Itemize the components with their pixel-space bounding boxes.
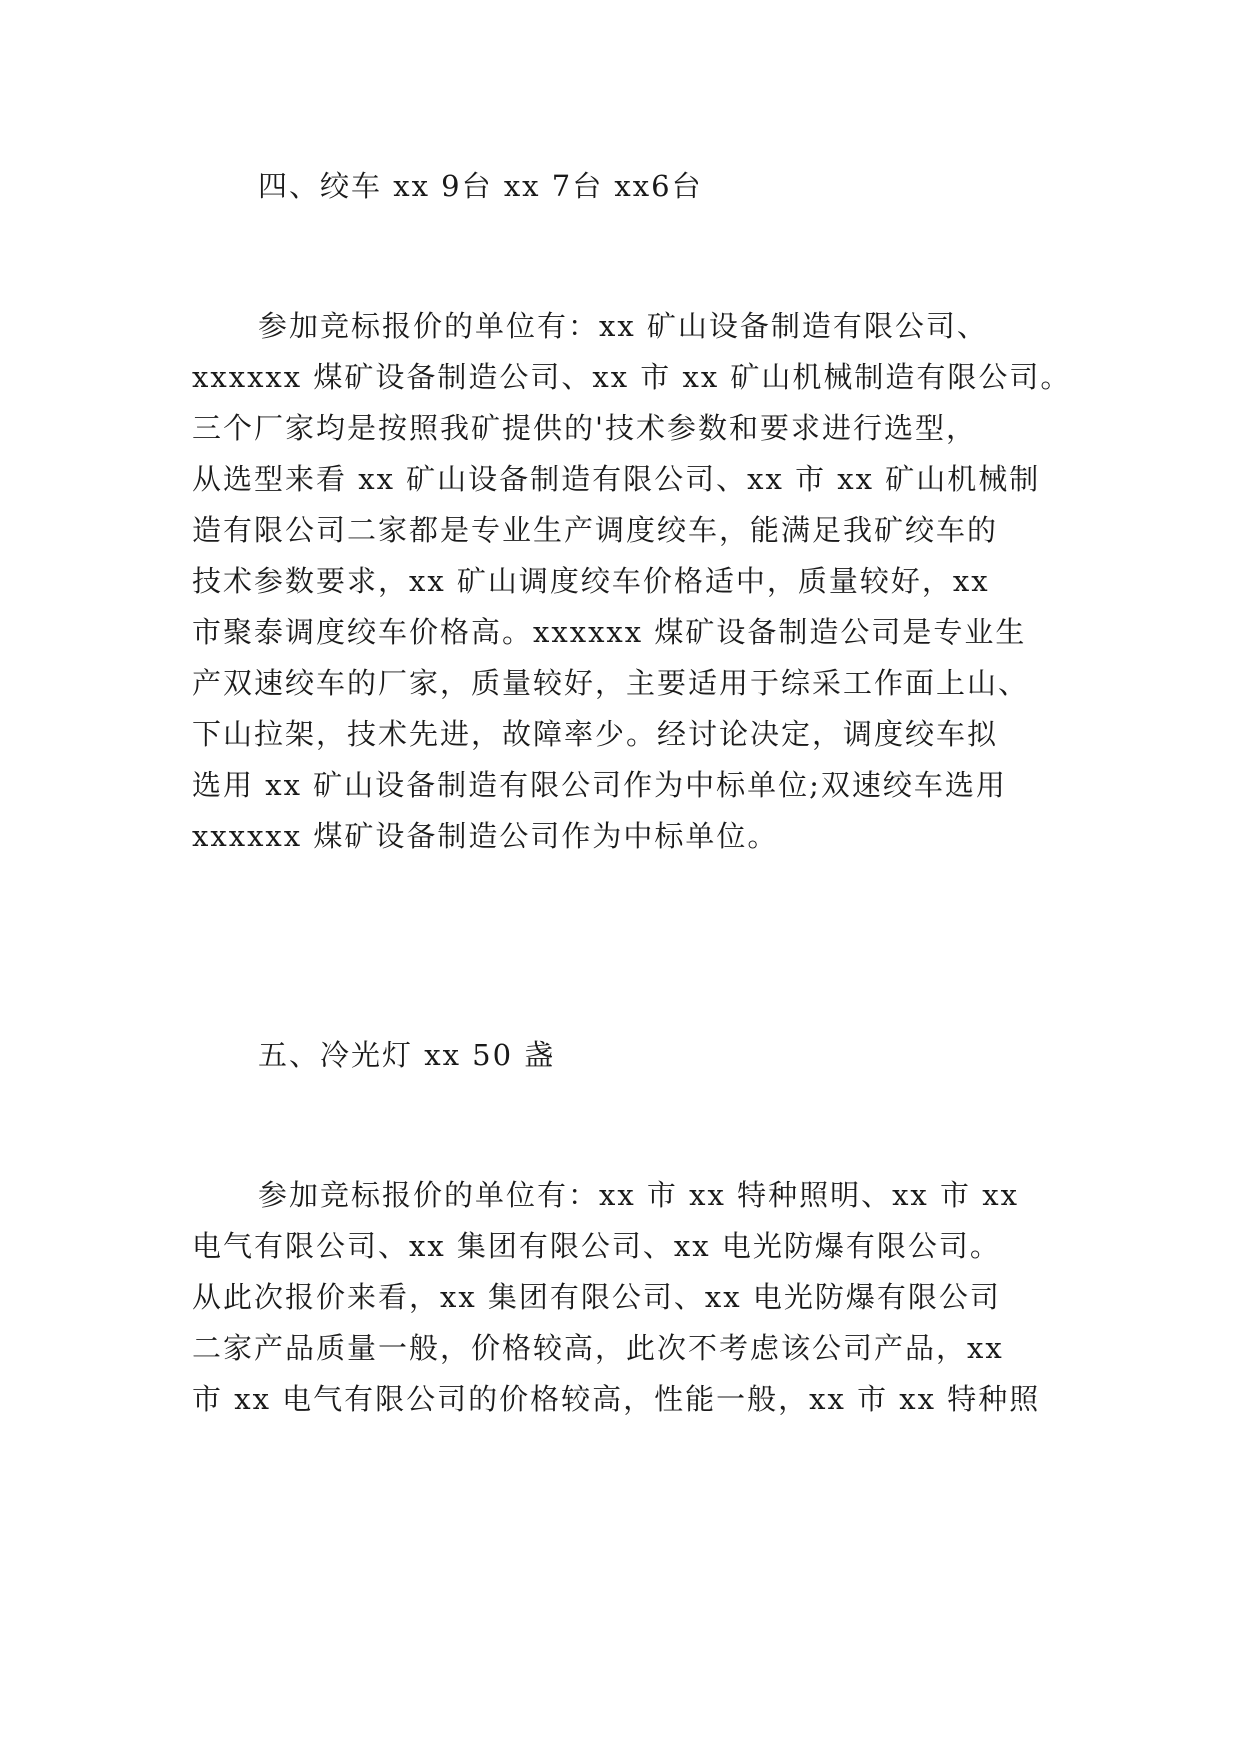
section-4-paragraph-line: 造有限公司二家都是专业生产调度绞车，能满足我矿绞车的 <box>192 513 999 547</box>
section-5-paragraph-line: 二家产品质量一般，价格较高，此次不考虑该公司产品，xx <box>192 1331 1004 1365</box>
section-5-paragraph-line: 从此次报价来看，xx 集团有限公司、xx 电光防爆有限公司 <box>192 1280 1001 1314</box>
section-4-paragraph-line: 从选型来看 xx 矿山设备制造有限公司、xx 市 xx 矿山机械制 <box>192 462 1041 496</box>
section-4-paragraph-line: 三个厂家均是按照我矿提供的'技术参数和要求进行选型， <box>192 411 977 445</box>
section-4-paragraph-line: 参加竞标报价的单位有：xx 矿山设备制造有限公司、 <box>258 309 988 343</box>
section-4-paragraph-line: xxxxxx 煤矿设备制造公司、xx 市 xx 矿山机械制造有限公司。 <box>192 360 1072 394</box>
section-5-paragraph-line: 市 xx 电气有限公司的价格较高，性能一般，xx 市 xx 特种照 <box>192 1382 1041 1416</box>
section-4-paragraph-line: 市聚泰调度绞车价格高。xxxxxx 煤矿设备制造公司是专业生 <box>192 615 1027 649</box>
section-5-paragraph-line: 参加竞标报价的单位有：xx 市 xx 特种照明、xx 市 xx <box>258 1178 1019 1212</box>
section-4-paragraph-line: 技术参数要求，xx 矿山调度绞车价格适中，质量较好，xx <box>192 564 990 598</box>
section-4-paragraph-line: 下山拉架，技术先进，故障率少。经讨论决定，调度绞车拟 <box>192 717 999 751</box>
section-5-paragraph-line: 电气有限公司、xx 集团有限公司、xx 电光防爆有限公司。 <box>192 1229 1001 1263</box>
section-4-paragraph-line: 产双速绞车的厂家，质量较好，主要适用于综采工作面上山、 <box>192 666 1030 700</box>
section-5-heading: 五、冷光灯 xx 50 盏 <box>258 1038 556 1072</box>
section-4-paragraph-line: xxxxxx 煤矿设备制造公司作为中标单位。 <box>192 819 779 853</box>
section-4-paragraph-line: 选用 xx 矿山设备制造有限公司作为中标单位;双速绞车选用 <box>192 768 1007 802</box>
section-4-heading: 四、绞车 xx 9台 xx 7台 xx6台 <box>258 169 703 203</box>
